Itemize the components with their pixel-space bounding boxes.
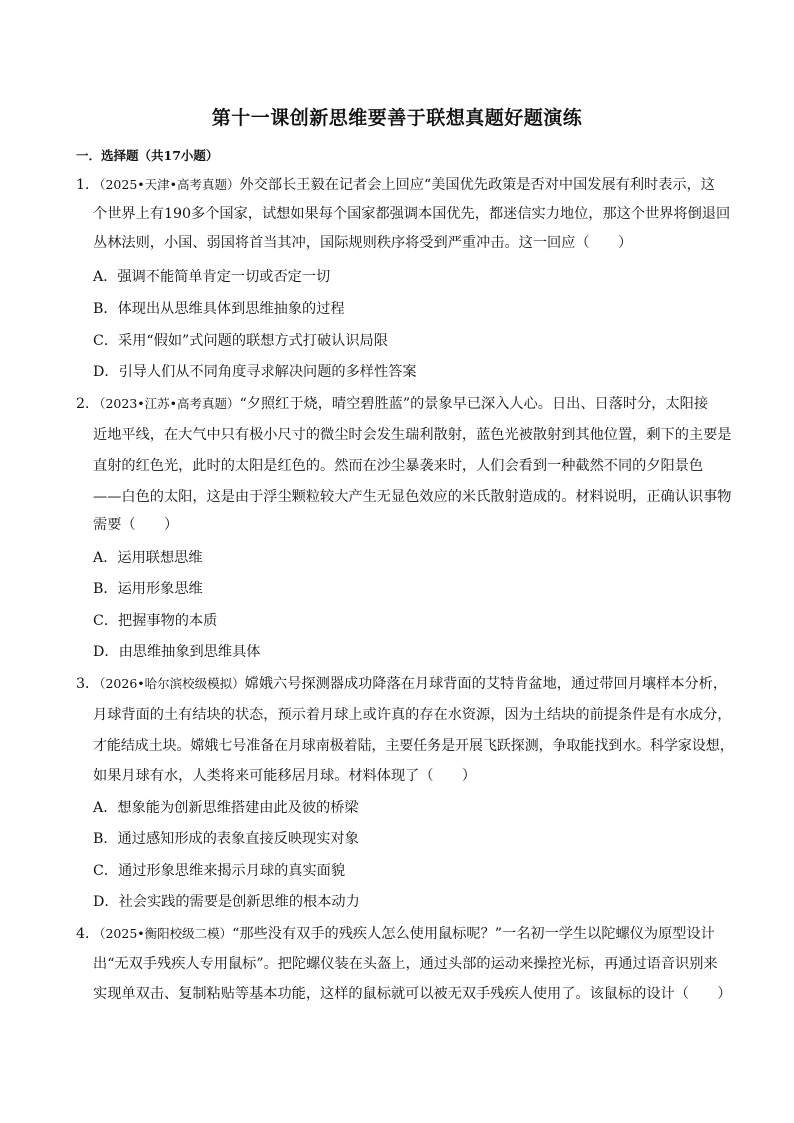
question-text: ——白色的太阳，这是由于浮尘颗粒较大产生无显色效应的米氏散射造成的。材料说明，正确认识事物 [93, 489, 732, 505]
question-text: “夕照红于烧，晴空碧胜蓝”的景象早已深入人心。日出、日落时分，太阳接 [239, 396, 709, 412]
question-4-line-1 [76, 927, 715, 941]
question-2-line-1 [76, 397, 708, 411]
question-source: （2026•哈尔滨校级模拟） [99, 676, 245, 691]
question-3-line-1 [76, 677, 727, 691]
question-text: 才能结成土块。嫦娥七号准备在月球南极着陆，主要任务是开展飞跃探测，争取能找到水。科学家设想， [93, 738, 734, 754]
question-number: 4． [76, 926, 100, 942]
question-1-line-1 [76, 178, 715, 192]
option-a: A．强调不能简单肯定一切或否定一切 [93, 269, 331, 285]
question-source: （2025•天津•高考真题） [99, 177, 240, 192]
option-d: D．由思维抽象到思维具体 [93, 644, 261, 660]
question-text: 需要（ ） [93, 517, 179, 533]
question-text: “那些没有双手的残疾人怎么使用鼠标呢？”一名初一学生以陀螺仪为原型设计 [232, 926, 715, 942]
question-source: （2023•江苏•高考真题） [99, 396, 240, 411]
question-text: 嫦娥六号探测器成功降落在月球背面的艾特肯盆地，通过带回月壤样本分析， [244, 676, 728, 692]
option-b: B．运用形象思维 [93, 581, 203, 597]
question-text: 外交部长王毅在记者会上回应“美国优先政策是否对中国发展有利时表示，这 [239, 177, 715, 193]
question-text: 月球背面的土有结块的状态，预示着月球上或许真的存在水资源，因为土结块的前提条件是有水成分， [93, 707, 732, 723]
option-c: C．采用“假如”式问题的联想方式打破认识局限 [93, 333, 388, 349]
question-number: 2． [76, 396, 100, 412]
option-b: B．通过感知形成的表象直接反映现实对象 [93, 831, 359, 847]
option-a: A．想象能为创新思维搭建由此及彼的桥梁 [93, 800, 359, 816]
page-title: 第十一课创新思维要善于联想真题好题演练 [211, 107, 583, 129]
question-text: 近地平线，在大气中只有极小尺寸的微尘时会发生瑞利散射，蓝色光被散射到其他位置，剩下的主要是 [93, 427, 732, 443]
question-text: 实现单双击、复制粘贴等基本功能，这样的鼠标就可以被无双手残疾人使用了。该鼠标的设计（ ） [93, 986, 732, 1002]
question-text: 出“无双手残疾人专用鼠标”。把陀螺仪装在头盔上，通过头部的运动来操控光标，再通过语音识别来 [93, 956, 718, 972]
option-d: D．社会实践的需要是创新思维的根本动力 [93, 894, 360, 910]
question-number: 3． [76, 676, 100, 692]
option-c: C．通过形象思维来揭示月球的真实面貌 [93, 863, 346, 879]
question-text: 丛林法则，小国、弱国将首当其冲，国际规则秩序将受到严重冲击。这一回应（ ） [93, 235, 633, 251]
question-text: 直射的红色光，此时的太阳是红色的。然而在沙尘暴袭来时，人们会看到一种截然不同的夕阳景色 [93, 458, 704, 474]
question-number: 1． [76, 177, 100, 193]
option-a: A．运用联想思维 [93, 550, 203, 566]
option-c: C．把握事物的本质 [93, 613, 218, 629]
option-b: B．体现出从思维具体到思维抽象的过程 [93, 301, 345, 317]
section-heading: 一．选择题（共17小题） [76, 148, 219, 163]
question-source: （2025•衡阳校级二模） [99, 926, 233, 941]
question-text: 如果月球有水，人类将来可能移居月球。材料体现了（ ） [93, 768, 477, 784]
question-text: 个世界上有190多个国家，试想如果每个国家都强调本国优先，都迷信实力地位，那这个世界将倒退回 [93, 206, 731, 222]
option-d: D．引导人们从不同角度寻求解决问题的多样性答案 [93, 364, 417, 380]
